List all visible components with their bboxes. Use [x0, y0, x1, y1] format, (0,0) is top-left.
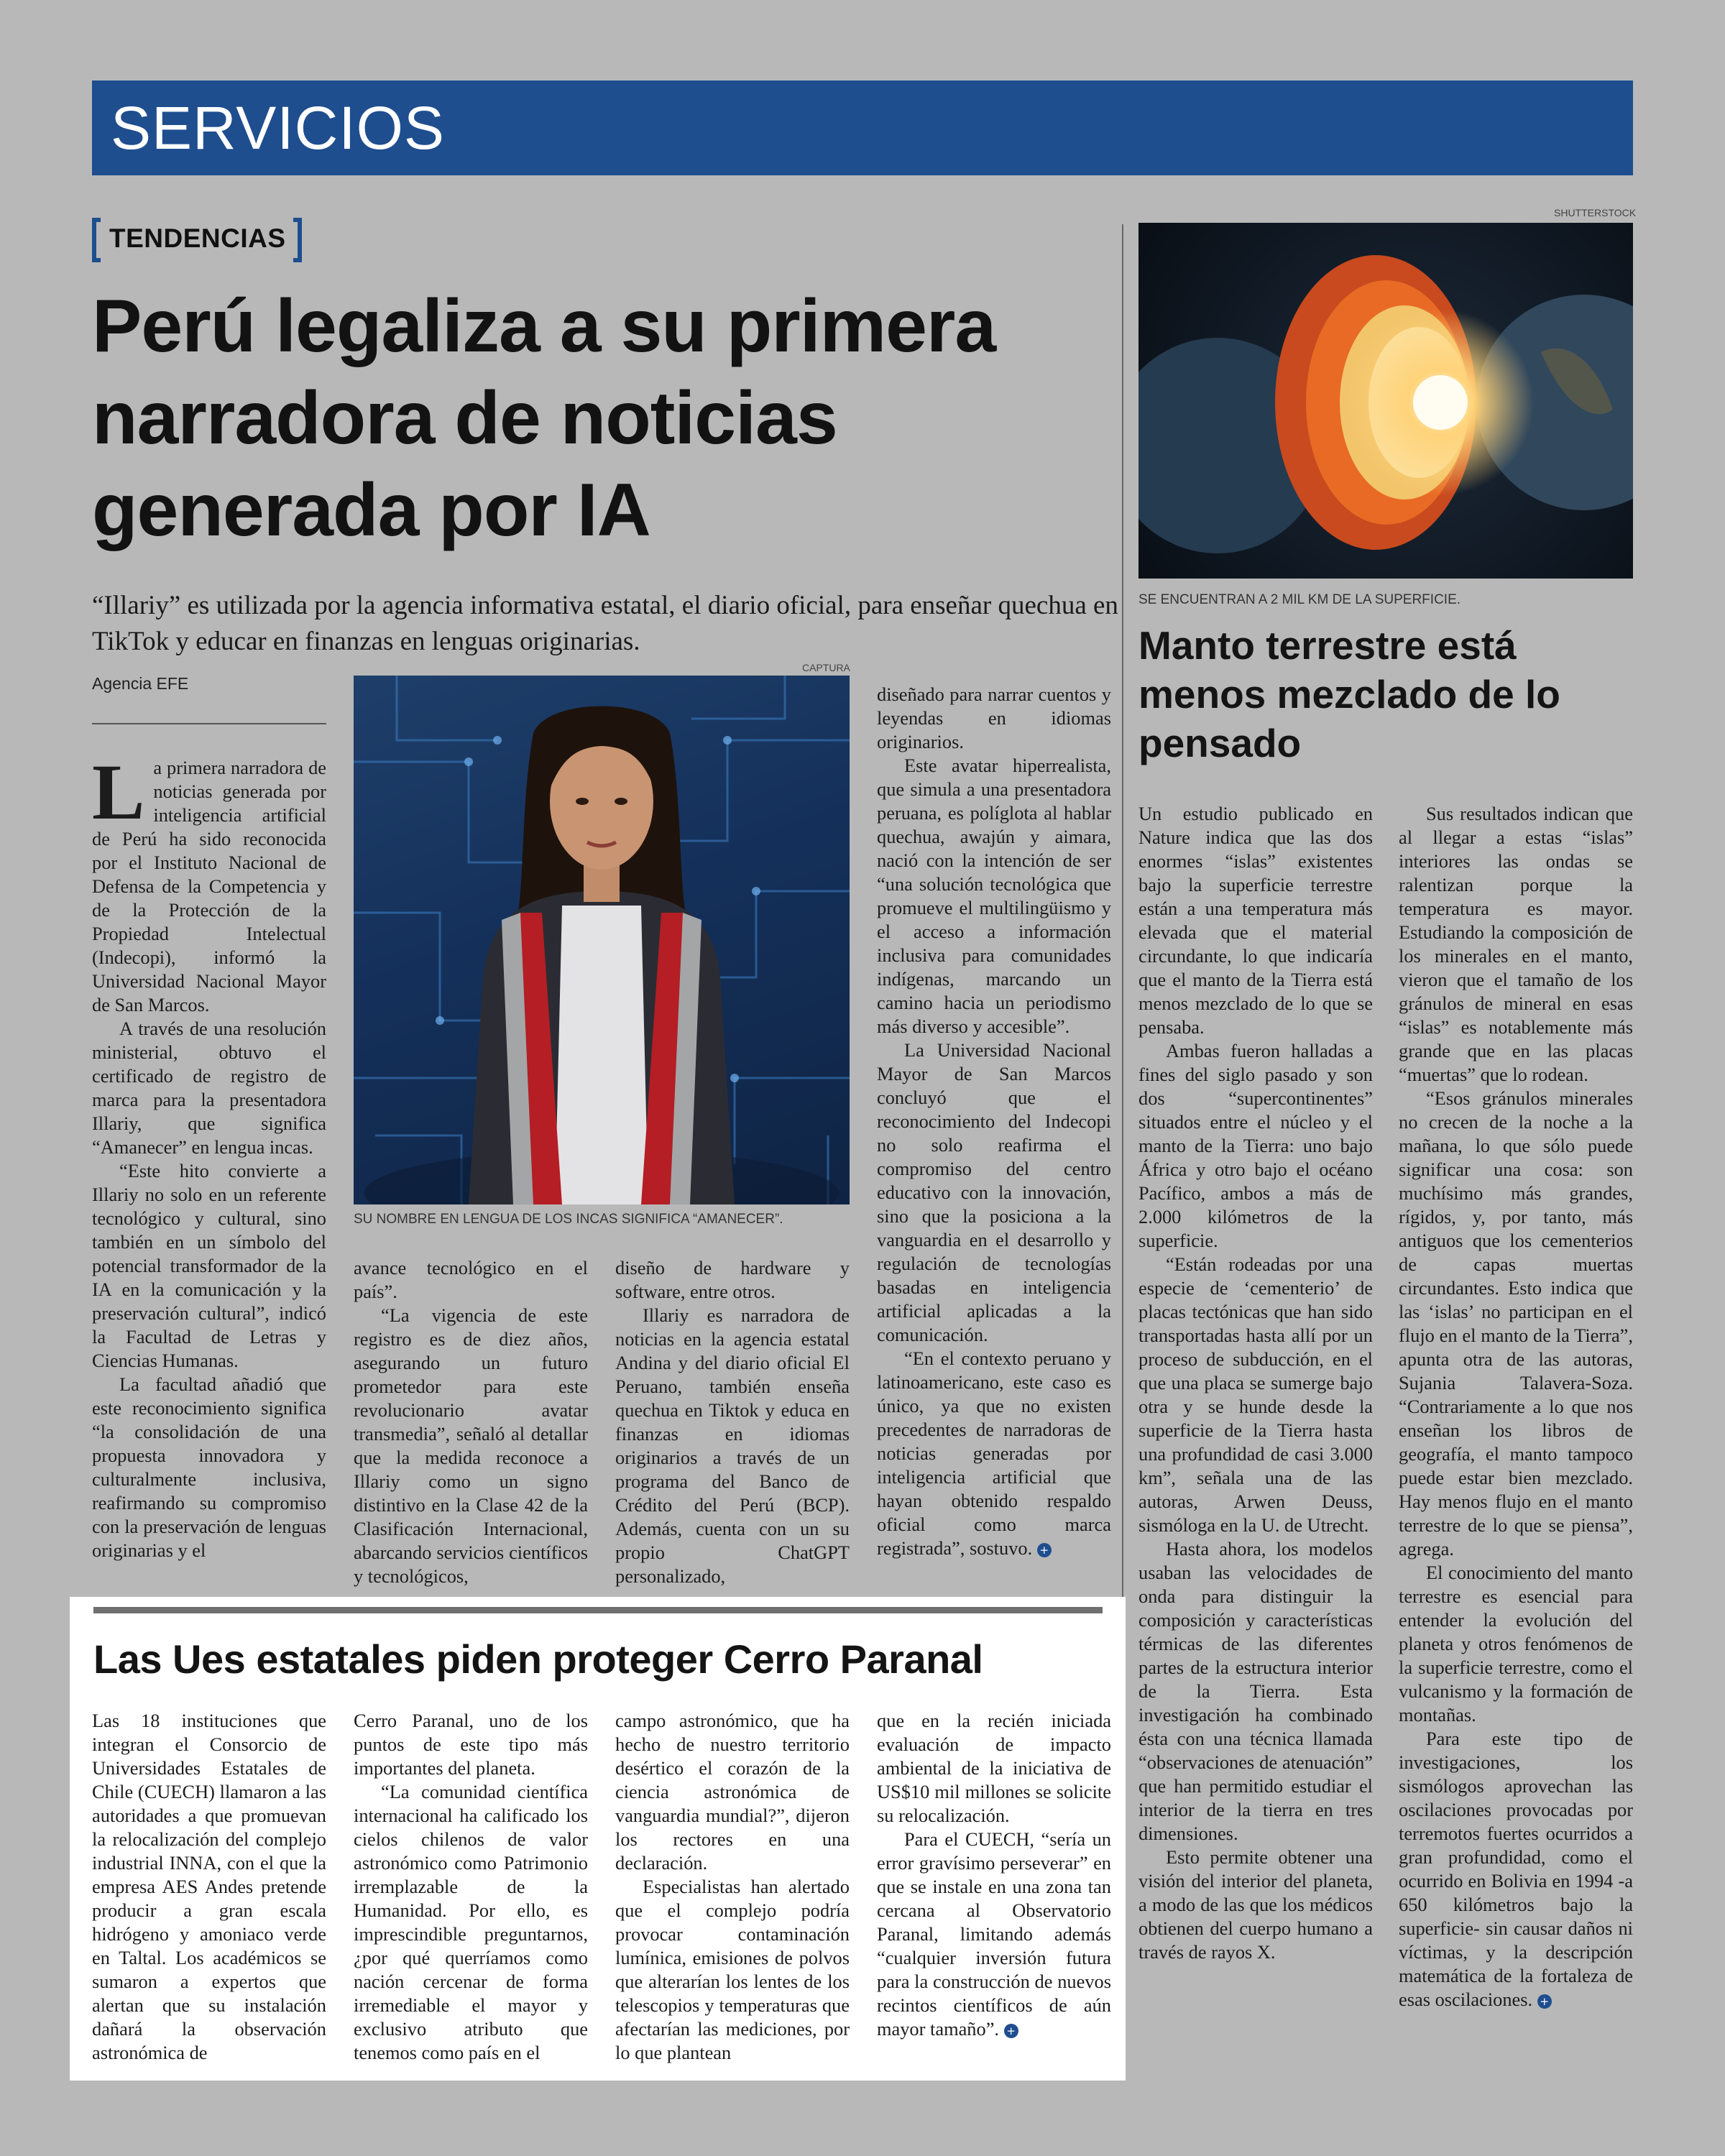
- paragraph: “Este hito convierte a Illariy no solo en un referente tecnológico y cultural, sino también en un símbolo del potencial transformador de la IA en la comunicación y la preservación cultural”, indicó la Facultad de Letras y Ciencias Humanas.: [92, 1160, 326, 1371]
- paragraph: Especialistas han alertado que el complejo podría provocar contaminación lumínica, emisiones de polvos que alterarían los lentes de los telescopios y temperaturas que afectarían las mediciones, por lo que plantean: [615, 1876, 850, 2063]
- box-col-3: [615, 1709, 850, 2065]
- side-article-headline: Manto terrestre está menos mezclado de lo pensado: [1138, 623, 1560, 765]
- paragraph: La primera narradora de noticias generada por inteligencia artificial de Perú ha sido reconocida por el Instituto Nacional de Defensa de la Competencia y de la Protección de la Propiedad Intelectual (Indecopi), informó la Universidad Nacional Mayor de San Marcos.: [92, 748, 326, 1015]
- plus-circle-icon: +: [1537, 1994, 1552, 2009]
- photo-caption: SU NOMBRE EN LENGUA DE LOS INCAS SIGNIFICA “AMANECER”.: [354, 1212, 783, 1227]
- paragraph: La facultad añadió que este reconocimiento significa “la consolidación de una propuesta innovadora y culturalmente inclusiva, reafirmando su compromiso con la preservación de lenguas originarias y el: [92, 1373, 326, 1561]
- paragraph: Illariy es narradora de noticias en la agencia estatal Andina y del diario oficial El Peruano, también enseña quechua en Tiktok y educa en finanzas en idiomas originarios a través de un programa del Banco de Crédito del Perú (BCP). Además, cuenta con un su propio ChatGPT personalizado,: [615, 1304, 850, 1587]
- article-byline: Agencia EFE: [92, 674, 189, 693]
- paragraph: A través de una resolución ministerial, obtuvo el certificado de registro de marca para la presentadora Illariy, que significa “Amanecer” en lengua incas.: [92, 1018, 326, 1158]
- box-col-4: [877, 1709, 1111, 2041]
- boxed-article: [70, 1597, 1126, 2081]
- plus-circle-icon: +: [1037, 1543, 1052, 1557]
- paragraph: diseño de hardware y software, entre otros.: [615, 1257, 850, 1302]
- side-photo-credit: SHUTTERSTOCK: [1554, 207, 1637, 218]
- paragraph: “En el contexto peruano y latinoamericano, este caso es único, ya que no existen precedentes de narradoras de noticias generadas por inteligencia artificial que hayan obtenido respaldo oficial como marca registrada”, sostuvo. +: [877, 1348, 1111, 1559]
- main-col-3: [615, 1256, 850, 1588]
- box-col-1: [92, 1709, 326, 2065]
- paragraph: Sus resultados indican que al llegar a estas “islas” interiores las ondas se ralentizan porque la temperatura es mayor. Estudiando la composición de los minerales en el manto, vieron que el tamaño de los gránulos de mineral en esas “islas” es notablemente más grande que en las placas “muertas” que lo rodean.: [1399, 803, 1633, 1085]
- main-col-2: [354, 1256, 588, 1588]
- box-col-2: [354, 1709, 588, 2065]
- section-header: [92, 80, 1633, 175]
- paragraph: Para este tipo de investigaciones, los sismólogos aprovechan las oscilaciones provocadas por terremotos fuertes ocurridos a gran profundidad, como el ocurrido en Bolivia en 1994 -a 650 kilómetros bajo la superficie- sin causar daños ni víctimas, y la descripción matemática de la fortaleza de esas oscilaciones. +: [1399, 1728, 1633, 2010]
- paragraph: Para el CUECH, “sería un error gravísimo perseverar” en que se instale en una zona tan cercana al Observatorio Paranal, limitando además “cualquier inversión futura para la construcción de nuevos recintos científicos de aún mayor tamaño”. +: [877, 1828, 1111, 2040]
- paragraph: El conocimiento del manto terrestre es esencial para entender la evolución del planeta y otros fenómenos de la superficie terrestre, como el vulcanismo y la formación de montañas.: [1399, 1562, 1633, 1726]
- article-deck: “Illariy” es utilizada por la agencia informativa estatal, el diario oficial, para enseñar quechua en TikTok y educar en finanzas en lenguas originarias.: [92, 591, 1118, 656]
- article-headline: Perú legaliza a su primera narradora de noticias generada por IA: [92, 285, 996, 552]
- side-photo-caption: SE ENCUENTRAN A 2 MIL KM DE LA SUPERFICIE.: [1138, 592, 1461, 607]
- presenter-illustration: [354, 676, 850, 1204]
- paragraph: Este avatar hiperrealista, que simula a una presentadora peruana, es políglota al hablar quechua, awajún y aimara, nació con la intención de ser “una solución tecnológica que promueve el multilingüismo y el acceso a información inclusiva para comunidades indígenas, marcando un camino hacia un periodismo más diverso y accesible”.: [877, 755, 1111, 1037]
- section-title: SERVICIOS: [111, 94, 445, 162]
- earth-layers-photo: [1138, 223, 1633, 579]
- drop-cap: L: [92, 748, 145, 836]
- presenter-photo: [354, 676, 850, 1204]
- main-col-1: [92, 748, 326, 1562]
- side-col-1: [1138, 802, 1373, 1964]
- byline-divider: [92, 723, 326, 724]
- paragraph: avance tecnológico en el país”.: [354, 1257, 588, 1302]
- paragraph: que en la recién iniciada evaluación de impacto ambiental de la iniciativa de US$10 mil millones se solicite su relocalización.: [877, 1710, 1111, 1826]
- paragraph: “Están rodeadas por una especie de ‘cementerio’ de placas tectónicas que han sido transportadas hasta allí por un proceso de subducción, en el que una placa se sumerge bajo otra y se hunde desde la superficie de la Tierra hasta una profundidad de casi 3.000 km”, señala una de las autoras, Arwen Deuss, sismóloga en la U. de Utrecht.: [1138, 1253, 1373, 1536]
- paragraph: La Universidad Nacional Mayor de San Marcos concluyó que el reconocimiento del Indecopi no solo reafirma el compromiso del centro educativo con la innovación, sino que la posiciona a la vanguardia en el desarrollo y regulación de tecnologías basadas en inteligencia artificial aplicadas a la comunicación.: [877, 1039, 1111, 1345]
- paragraph: Ambas fueron halladas a fines del siglo pasado y son dos “supercontinentes” situados entre el núcleo y el manto de la Tierra: uno bajo África y otro bajo el océano Pacífico, ambos a más de 2.000 kilómetros de la superficie.: [1138, 1040, 1373, 1251]
- side-col-2: [1399, 802, 1633, 2012]
- box-top-rule: [93, 1607, 1103, 1613]
- photo-credit: CAPTURA: [802, 662, 850, 673]
- paragraph: “Esos gránulos minerales no crecen de la noche a la mañana, lo que sólo puede significar una cosa: son muchísimo más grandes, rígidos, y, por tanto, más antiguos que los cementerios de capas muertas circundantes. Esto indica que las ‘islas’ no participan en el flujo en el manto de la Tierra”, apunta otra de las autoras, Sujania Talavera-Soza. “Contrariamente a lo que nos enseñan los libros de geografía, el manto tampoco puede estar bien mezclado. Hay menos flujo en el manto terrestre de lo que se piensa”, agrega.: [1399, 1087, 1633, 1560]
- article-kicker: TENDENCIAS: [92, 218, 302, 262]
- earth-layers-illustration: [1138, 223, 1633, 579]
- boxed-article-headline: Las Ues estatales piden proteger Cerro Paranal: [93, 1636, 983, 1682]
- main-col-4: [877, 683, 1111, 1560]
- paragraph: “La vigencia de este registro es de diez años, asegurando un futuro prometedor para este revolucionario avatar transmedia”, señaló al detallar que la medida reconoce a Illariy como un signo distintivo en la Clase 42 de la Clasificación Internacional, abarcando servicios científicos y tecnológicos,: [354, 1304, 588, 1587]
- paragraph: Hasta ahora, los modelos usaban las velocidades de onda para distinguir la composición y características térmicas de las diferentes partes de la estructura interior de la Tierra. Esta investigación ha combinado ésta con una técnica llamada “observaciones de atenuación” que han permitido estudiar el interior de la tierra en tres dimensiones.: [1138, 1538, 1373, 1844]
- paragraph: Las 18 instituciones que integran el Consorcio de Universidades Estatales de Chile (CUECH) llamaron a las autoridades a que promuevan la relocalización del complejo industrial INNA, con el que la empresa AES Andes pretende producir a gran escala hidrógeno y amoniaco verde en Taltal. Los académicos se sumaron a expertos que alertan que su instalación dañará la observación astronómica de: [92, 1710, 326, 2063]
- paragraph: Cerro Paranal, uno de los puntos de este tipo más importantes del planeta.: [354, 1710, 588, 1779]
- paragraph: diseñado para narrar cuentos y leyendas en idiomas originarios.: [877, 683, 1111, 752]
- paragraph: Un estudio publicado en Nature indica que las dos enormes “islas” existentes bajo la superficie terrestre están a una temperatura más elevada que el material circundante, lo que indicaría que el manto de la Tierra está menos mezclado de lo que se pensaba.: [1138, 803, 1373, 1038]
- paragraph: Esto permite obtener una visión del interior del planeta, a modo de las que los médicos obtienen del cuerpo humano a través de rayos X.: [1138, 1846, 1373, 1963]
- plus-circle-icon: +: [1004, 2024, 1018, 2038]
- paragraph: “La comunidad científica internacional ha calificado los cielos chilenos de valor astronómico como Patrimonio irremplazable de la Humanidad. Por ello, es imprescindible preguntarnos, ¿por qué querríamos como nación cercenar de forma irremediable el mayor y exclusivo atributo que tenemos como país en el: [354, 1781, 588, 2063]
- paragraph: campo astronómico, que ha hecho de nuestro territorio desértico el corazón de la ciencia astronómica de vanguardia mundial?”, dijeron los rectores en una declaración.: [615, 1710, 850, 1874]
